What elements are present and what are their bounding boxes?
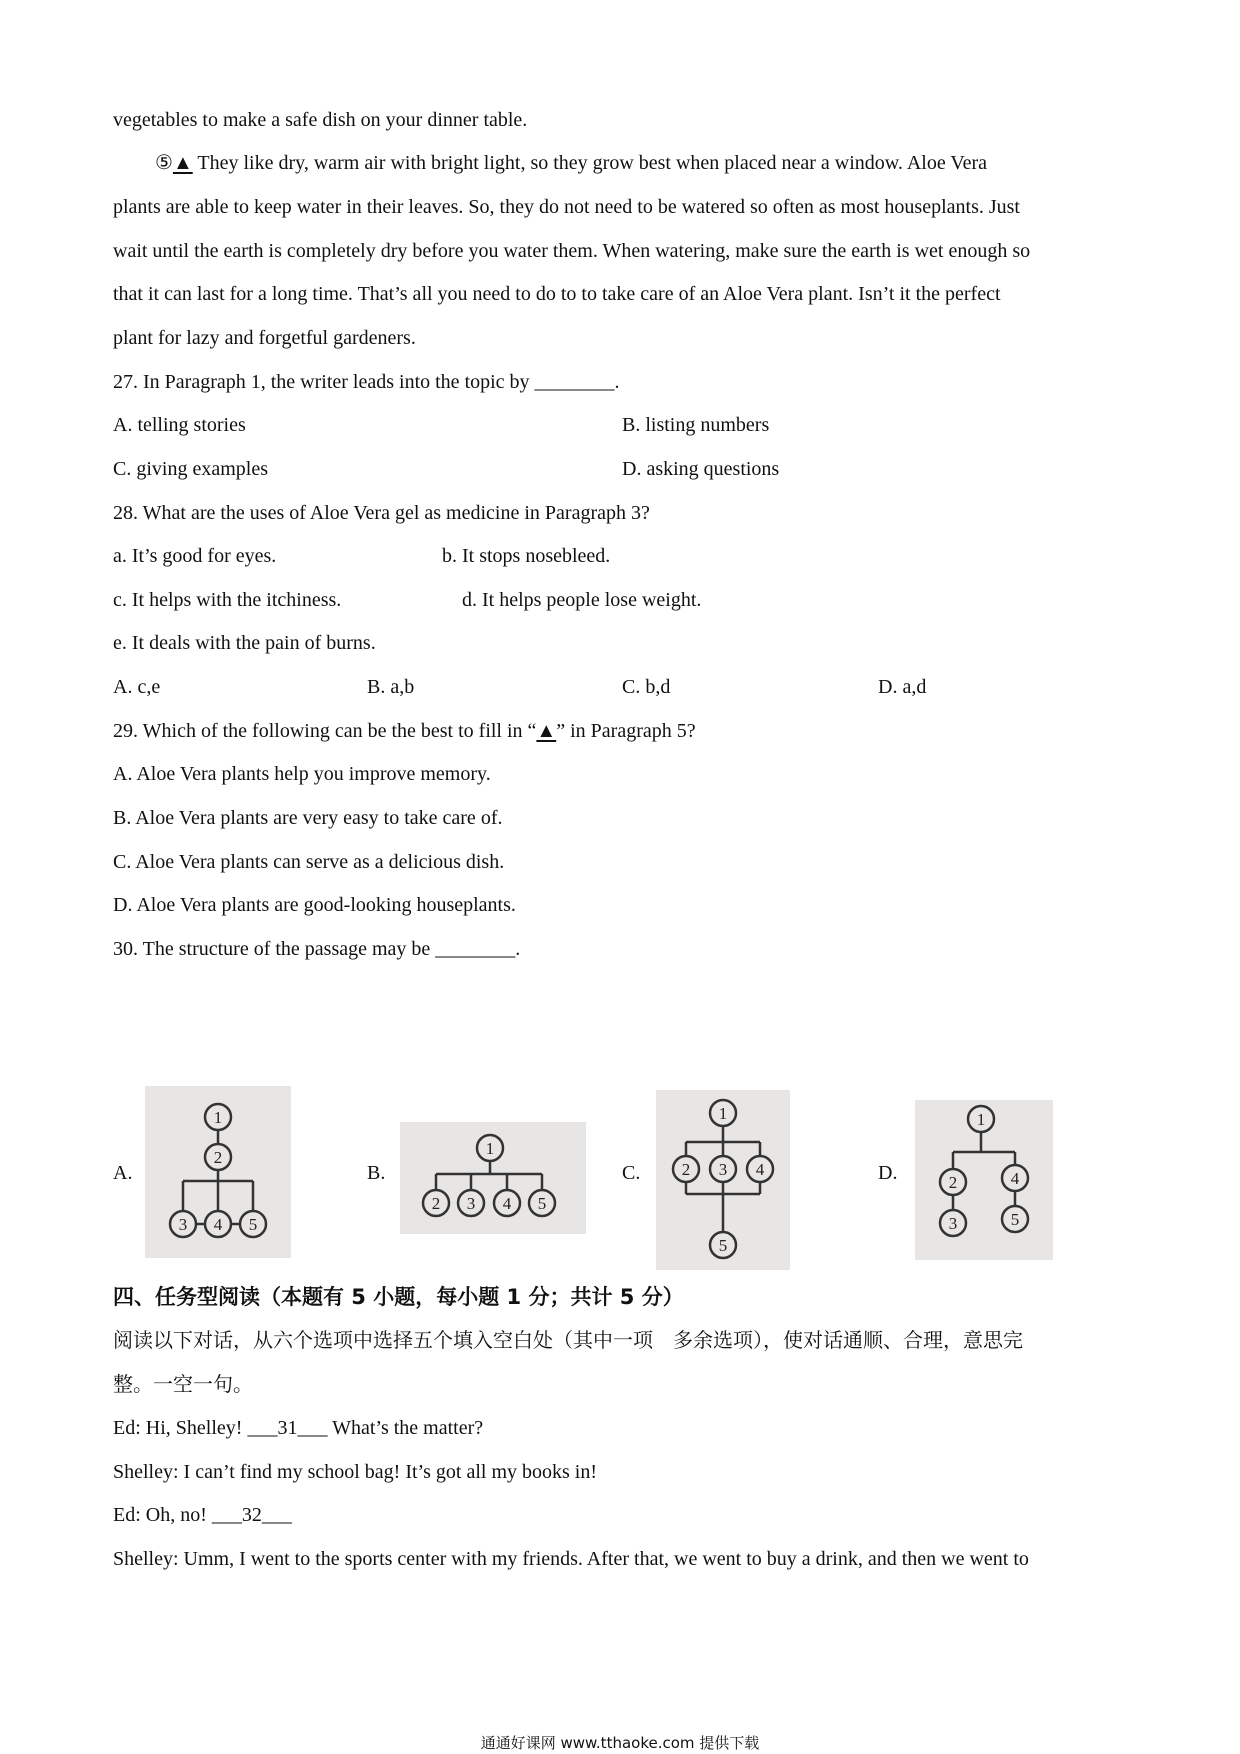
blank-32: ___32___ [211,1504,292,1526]
q29-option-c: C. Aloe Vera plants can serve as a delicious dish. [113,851,505,873]
diagram-node-5: 5 [537,1194,547,1213]
structure-diagram-c [656,1090,790,1270]
q28-option-d: D. a,d [878,676,927,698]
q28-option-c: C. b,d [622,676,671,698]
dialogue-line [113,1502,292,1528]
diagram-node-5: 5 [718,1236,728,1255]
structure-diagram-b [400,1122,586,1234]
question-27-stem: 27. In Paragraph 1, the writer leads into the topic by ________. [113,371,620,393]
diagram-node-2: 2 [431,1194,441,1213]
section-4-instructions: 阅读以下对话，从六个选项中选择五个填入空白处（其中一项 多余选项），使对话通顺、合理，意思完 [113,1328,1023,1352]
dialogue-text: Ed: Oh, no! [113,1504,212,1526]
passage-line: vegetables to make a safe dish on your dinner table. [113,109,528,131]
q27-option-b: B. listing numbers [622,414,770,436]
paragraph-5-blank: ▲ [172,152,193,174]
diagram-node-3: 3 [466,1194,476,1213]
diagram-node-1: 1 [718,1104,728,1123]
structure-diagram-d [915,1100,1053,1260]
q29-option-b: B. Aloe Vera plants are very easy to take care of. [113,807,503,829]
q28-item-a: a. It’s good for eyes. [113,545,277,567]
passage-text: They like dry, warm air with bright light, so they grow best when placed near a window. Aloe Vera [192,152,987,174]
diagram-node-1: 1 [213,1108,223,1127]
q29-stem-text: 29. Which of the following can be the best to fill in “ [113,720,537,742]
question-28-stem: 28. What are the uses of Aloe Vera gel as medicine in Paragraph 3? [113,502,650,524]
diagram-node-5: 5 [1010,1210,1020,1229]
diagram-node-1: 1 [485,1139,495,1158]
dialogue-line [113,1415,483,1441]
structure-diagram-a [145,1086,291,1258]
diagram-node-1: 1 [976,1110,986,1129]
passage-line: plant for lazy and forgetful gardeners. [113,327,416,349]
diagram-node-5: 5 [248,1215,258,1234]
diagram-node-3: 3 [178,1215,188,1234]
question-30-stem: 30. The structure of the passage may be ________. [113,938,521,960]
diagram-node-4: 4 [1010,1169,1020,1188]
question-29-stem [113,718,696,744]
diagram-node-4: 4 [755,1160,765,1179]
q30-option-c-label: C. [622,1162,641,1184]
diagram-node-2: 2 [948,1173,958,1192]
page-footer: 通通好课网 www.tthaoke.com 提供下载 [480,1734,760,1752]
q27-option-a: A. telling stories [113,414,246,436]
q29-option-d: D. Aloe Vera plants are good-looking houseplants. [113,894,516,916]
q29-option-a: A. Aloe Vera plants help you improve memory. [113,763,491,785]
q30-option-b-label: B. [367,1162,386,1184]
q28-item-b: b. It stops nosebleed. [442,545,611,567]
diagram-node-4: 4 [502,1194,512,1213]
paragraph-5-first-line [155,150,987,176]
q28-item-c: c. It helps with the itchiness. [113,589,342,611]
section-4-instructions-cont: 整。一空一句。 [113,1372,253,1396]
dialogue-line: Shelley: Umm, I went to the sports center with my friends. After that, we went to buy a drink, and then we went to [113,1548,1029,1570]
passage-line: wait until the earth is completely dry before you water them. When watering, make sure the earth is wet enough so [113,240,1031,262]
q27-option-d: D. asking questions [622,458,780,480]
q28-option-b: B. a,b [367,676,415,698]
dialogue-text: What’s the matter? [327,1417,484,1439]
diagram-node-3: 3 [948,1214,958,1233]
passage-line: that it can last for a long time. That’s all you need to do to to take care of an Aloe Vera plant. Isn’t it the perfect [113,283,1001,305]
q29-stem-text-end: ” in Paragraph 5? [556,720,696,742]
q29-blank: ▲ [536,720,557,742]
diagram-node-2: 2 [681,1160,691,1179]
q28-option-a: A. c,e [113,676,161,698]
q30-option-a-label: A. [113,1162,133,1184]
blank-31: ___31___ [247,1417,328,1439]
diagram-node-2: 2 [213,1148,223,1167]
q27-option-c: C. giving examples [113,458,268,480]
dialogue-text: Ed: Hi, Shelley! [113,1417,248,1439]
diagram-node-4: 4 [213,1215,223,1234]
dialogue-line: Shelley: I can’t find my school bag! It’s got all my books in! [113,1461,598,1483]
section-4-heading: 四、任务型阅读（本题有 5 小题，每小题 1 分；共计 5 分） [113,1285,684,1309]
q30-option-d-label: D. [878,1162,898,1184]
q28-item-e: e. It deals with the pain of burns. [113,632,376,654]
q28-item-d: d. It helps people lose weight. [462,589,702,611]
diagram-node-3: 3 [718,1160,728,1179]
passage-line: plants are able to keep water in their leaves. So, they do not need to be watered so often as most houseplants. Just [113,196,1020,218]
paragraph-5-marker: ⑤ [155,152,173,174]
